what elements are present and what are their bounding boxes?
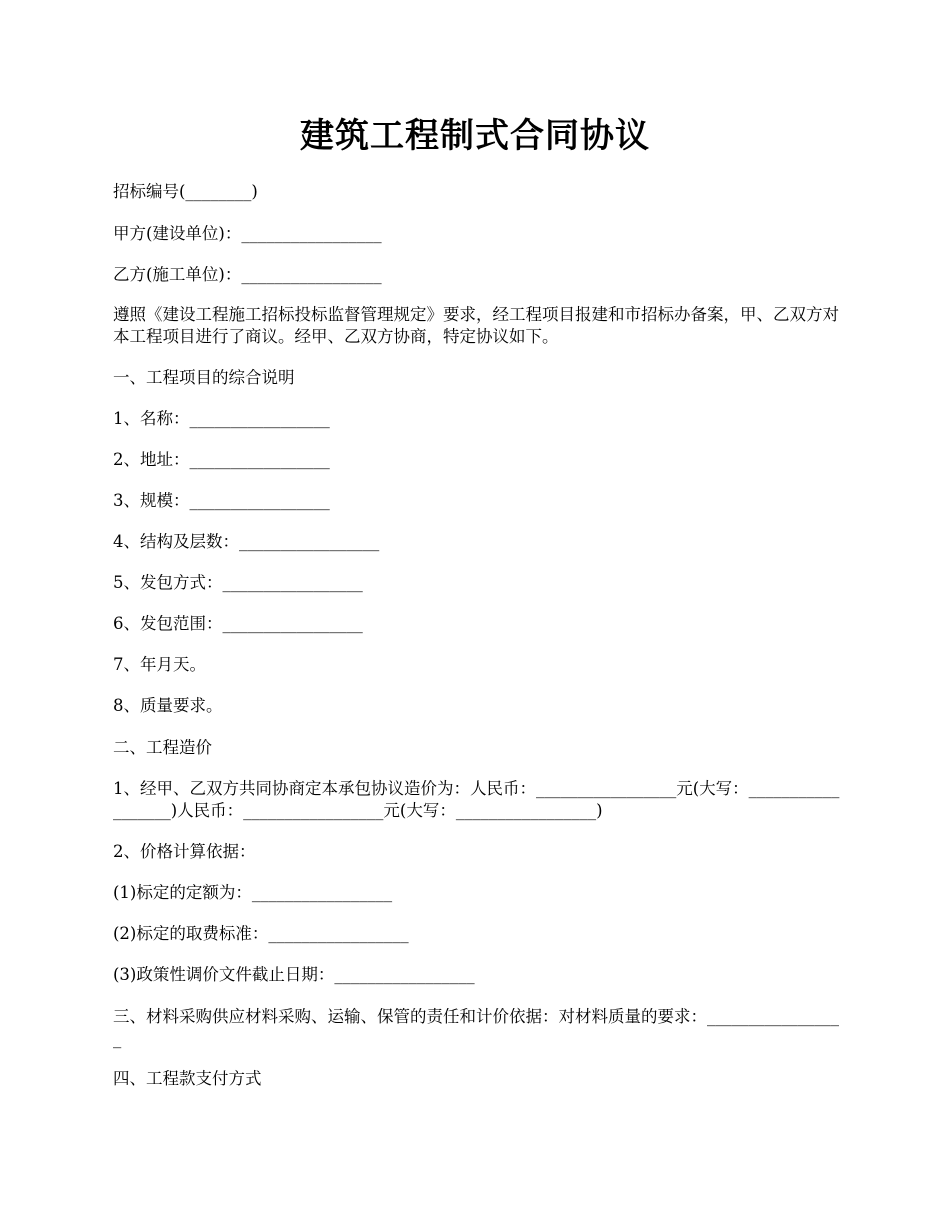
tender-number-line: 招标编号(________): [113, 182, 258, 201]
item-quality-line: 8、质量要求。: [113, 696, 223, 715]
item-address-line: 2、地址：_________________: [113, 450, 330, 469]
section-2-heading: 二、工程造价: [113, 738, 212, 757]
contract-price-paragraph: 1、经甲、乙双方共同协商定本承包协议造价为：人民币：_________________元(大写：__________________)人民币：_________________元(大写：_________________): [113, 779, 840, 820]
policy-deadline-line: (3)政策性调价文件截止日期：_________________: [113, 965, 475, 984]
section-4-heading: 四、工程款支付方式: [113, 1069, 262, 1088]
fee-standard-line: (2)标定的取费标准：_________________: [113, 924, 409, 943]
party-a-line: 甲方(建设单位)：_________________: [113, 224, 382, 243]
section-3-paragraph: 三、材料采购供应材料采购、运输、保管的责任和计价依据：对材料质量的要求：_________________: [113, 1007, 839, 1048]
item-scale-line: 3、规模：_________________: [113, 491, 330, 510]
document-title: 建筑工程制式合同协议: [300, 116, 650, 156]
item-contract-scope-line: 6、发包范围：_________________: [113, 614, 363, 633]
quota-line: (1)标定的定额为：_________________: [113, 883, 393, 902]
section-1-heading: 一、工程项目的综合说明: [113, 368, 295, 387]
item-contract-method-line: 5、发包方式：_________________: [113, 573, 363, 592]
party-b-line: 乙方(施工单位)：_________________: [113, 265, 382, 284]
preamble-paragraph: 遵照《建设工程施工招标投标监督管理规定》要求，经工程项目报建和市招标办备案，甲、乙双方对本工程项目进行了商议。经甲、乙双方协商，特定协议如下。: [113, 305, 839, 346]
item-name-line: 1、名称：_________________: [113, 409, 330, 428]
item-structure-line: 4、结构及层数：_________________: [113, 532, 380, 551]
pricing-basis-line: 2、价格计算依据：: [113, 842, 256, 861]
item-duration-line: 7、年月天。: [113, 655, 206, 674]
